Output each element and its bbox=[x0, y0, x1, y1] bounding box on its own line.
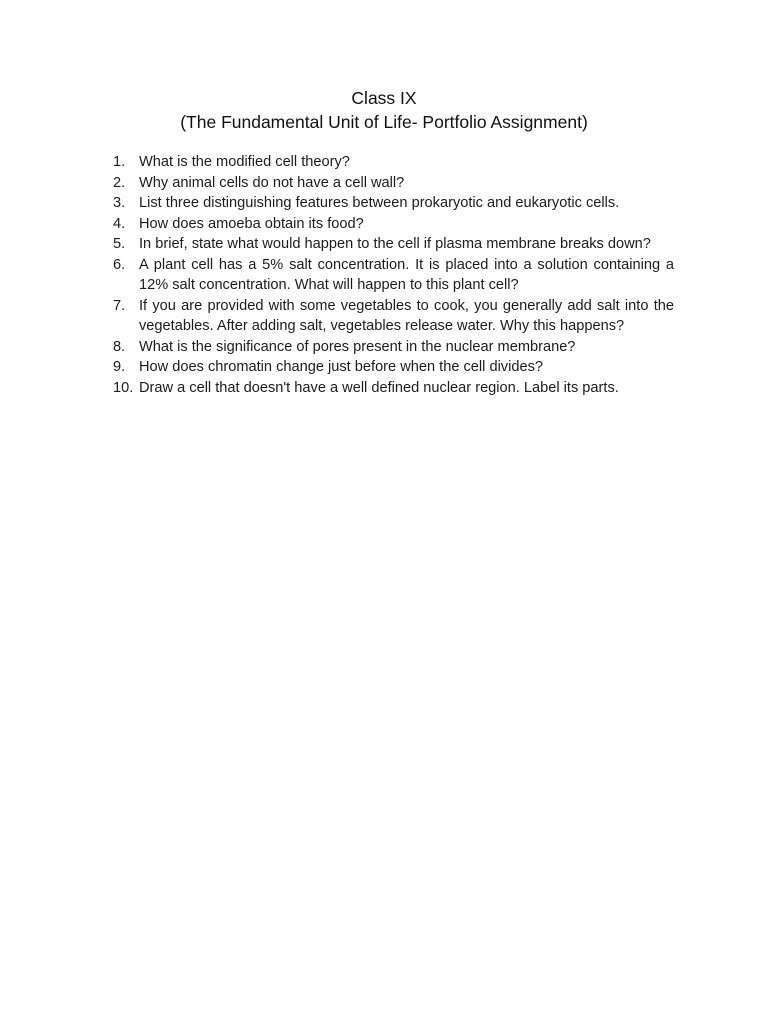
question-text: What is the modified cell theory? bbox=[139, 154, 350, 170]
question-text: How does chromatin change just before when the cell divides? bbox=[139, 359, 543, 375]
question-item bbox=[113, 193, 674, 214]
question-number: 2. bbox=[113, 174, 126, 191]
document-heading bbox=[0, 86, 768, 134]
question-number: 5. bbox=[113, 236, 126, 252]
question-number: 1. bbox=[113, 154, 126, 170]
question-text: If you are provided with some vegetables to cook, you generally add salt into the vegetables. After adding salt, vegetables release water. Why this happens? bbox=[139, 297, 674, 334]
question-item bbox=[113, 378, 674, 399]
question-item bbox=[113, 173, 674, 194]
question-number: 10. bbox=[113, 379, 134, 396]
question-number: 4. bbox=[113, 215, 126, 232]
question-number: 6. bbox=[113, 256, 126, 273]
question-text: Draw a cell that doesn't have a well defined nuclear region. Label its parts. bbox=[139, 379, 619, 396]
question-text: How does amoeba obtain its food? bbox=[139, 215, 364, 232]
question-number: 7. bbox=[113, 297, 126, 314]
question-text: List three distinguishing features between prokaryotic and eukaryotic cells. bbox=[139, 195, 620, 211]
question-number: 3. bbox=[113, 195, 126, 211]
question-list bbox=[113, 152, 674, 398]
question-item bbox=[113, 357, 674, 378]
question-text: Why animal cells do not have a cell wall? bbox=[139, 174, 405, 191]
question-item bbox=[113, 214, 674, 235]
question-item bbox=[113, 152, 674, 173]
question-item bbox=[113, 296, 674, 337]
question-item bbox=[113, 337, 674, 358]
assignment-title: (The Fundamental Unit of Life- Portfolio Assignment) bbox=[180, 112, 588, 132]
question-number: 9. bbox=[113, 359, 126, 375]
question-number: 8. bbox=[113, 338, 126, 355]
question-text: In brief, state what would happen to the cell if plasma membrane breaks down? bbox=[139, 236, 651, 252]
class-title: Class IX bbox=[351, 88, 417, 108]
question-item bbox=[113, 255, 674, 296]
question-text: A plant cell has a 5% salt concentration. It is placed into a solution containing a 12% salt concentration. What will happen to this plant cell? bbox=[139, 256, 674, 293]
question-text: What is the significance of pores present in the nuclear membrane? bbox=[139, 338, 576, 355]
question-item bbox=[113, 234, 674, 255]
